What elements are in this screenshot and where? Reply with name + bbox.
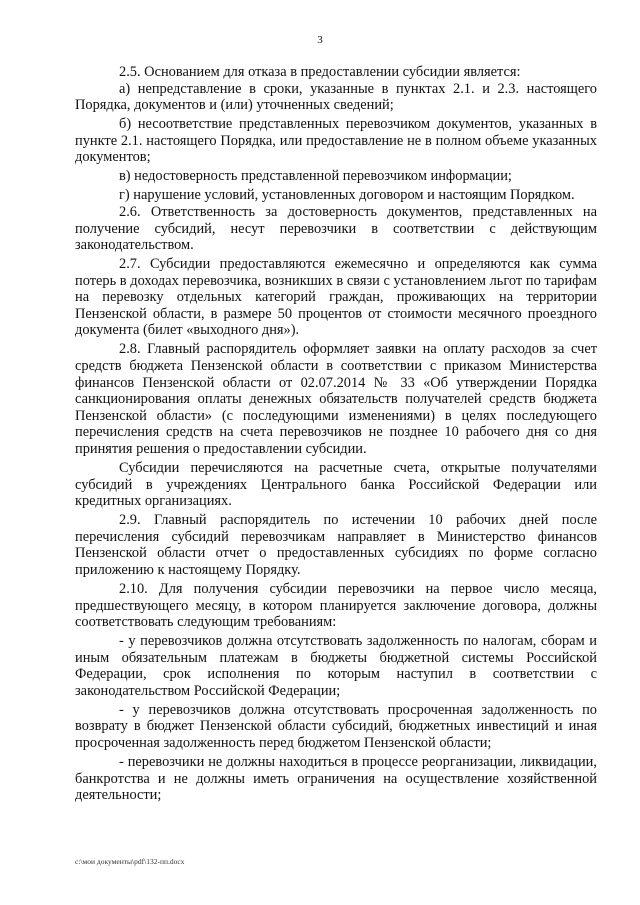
requirement-no-tax-debt: - у перевозчиков должна отсутствовать задолженность по налогам, сборам и иным обязательным платежам в бюджеты бюджетной системы Российской Федерации, срок исполнения по которым наступил в соответствии с законодательством Российской Федерации;	[75, 633, 597, 699]
page-number: 3	[317, 34, 323, 46]
document-body	[75, 64, 597, 804]
paragraph-2-10: 2.10. Для получения субсидии перевозчики на первое число месяца, предшествующего месяцу, в котором планируется заключение договора, должны соответствовать следующим требованиям:	[75, 580, 597, 631]
paragraph-2-5-v: в) недостоверность представленной перевозчиком информации;	[119, 168, 512, 185]
requirement-no-reorganization: - перевозчики не должны находиться в процессе реорганизации, ликвидации, банкротства и не должны иметь ограничения на осуществление хозяйственной деятельности;	[75, 754, 597, 804]
paragraph-2-5: 2.5. Основанием для отказа в предоставлении субсидии является:	[119, 64, 521, 80]
paragraph-2-5-a: а) непредставление в сроки, указанные в пунктах 2.1. и 2.3. настоящего Порядка, документов и (или) уточненных сведений;	[75, 80, 597, 114]
paragraph-2-6: 2.6. Ответственность за достоверность документов, представленных на получение субсидий, несут перевозчики в соответствии с действующим законодательством.	[75, 203, 597, 254]
paragraph-2-7: 2.7. Субсидии предоставляются ежемесячно и определяются как сумма потерь в доходах перевозчика, возникших в связи с установлением льгот по тарифам на перевозку отдельных категорий граждан, проживающих на территории Пензенской области, в размере 50 процентов от стоимости месячного проездного документа (билет «выходного дня»).	[75, 256, 597, 339]
paragraph-2-9: 2.9. Главный распорядитель по истечении 10 рабочих дней после перечисления субсидий перевозчикам направляет в Министерство финансов Пензенской области отчет о предоставленных субсидиях по форме согласно приложению к настоящему Порядку.	[75, 512, 597, 578]
paragraph-2-5-b: б) несоответствие представленных перевозчиком документов, указанных в пункте 2.1. настоящего Порядка, или предоставление не в полном объеме указанных документов;	[75, 116, 597, 166]
paragraph-subsidies-transfer: Субсидии перечисляются на расчетные счета, открытые получателями субсидий в учреждениях Центрального банка Российской Федерации или кредитных организациях.	[75, 460, 597, 510]
paragraph-2-5-g: г) нарушение условий, установленных договором и настоящим Порядком.	[119, 187, 575, 204]
paragraph-2-8: 2.8. Главный распорядитель оформляет заявки на оплату расходов за счет средств бюджета Пензенской области в соответствии с приказом Министерства финансов Пензенской области от 02.07.2014 № 33 «Об утверждении Порядка санкционирования оплаты денежных обязательств получателей средств бюджета Пензенской области» (с последующими изменениями) в целях последующего перечисления средств на счета перевозчиков не позднее 10 рабочего дня со дня принятия решения о предоставлении субсидии.	[75, 341, 597, 458]
footer-file-path: c:\мои документы\pdf\132-пп.docx	[75, 857, 185, 866]
requirement-no-overdue-debt: - у перевозчиков должна отсутствовать просроченная задолженность по возврату в бюджет Пензенской области субсидий, бюджетных инвестиций и иная просроченная задолженность перед бюджетом Пензенской области;	[75, 701, 597, 752]
